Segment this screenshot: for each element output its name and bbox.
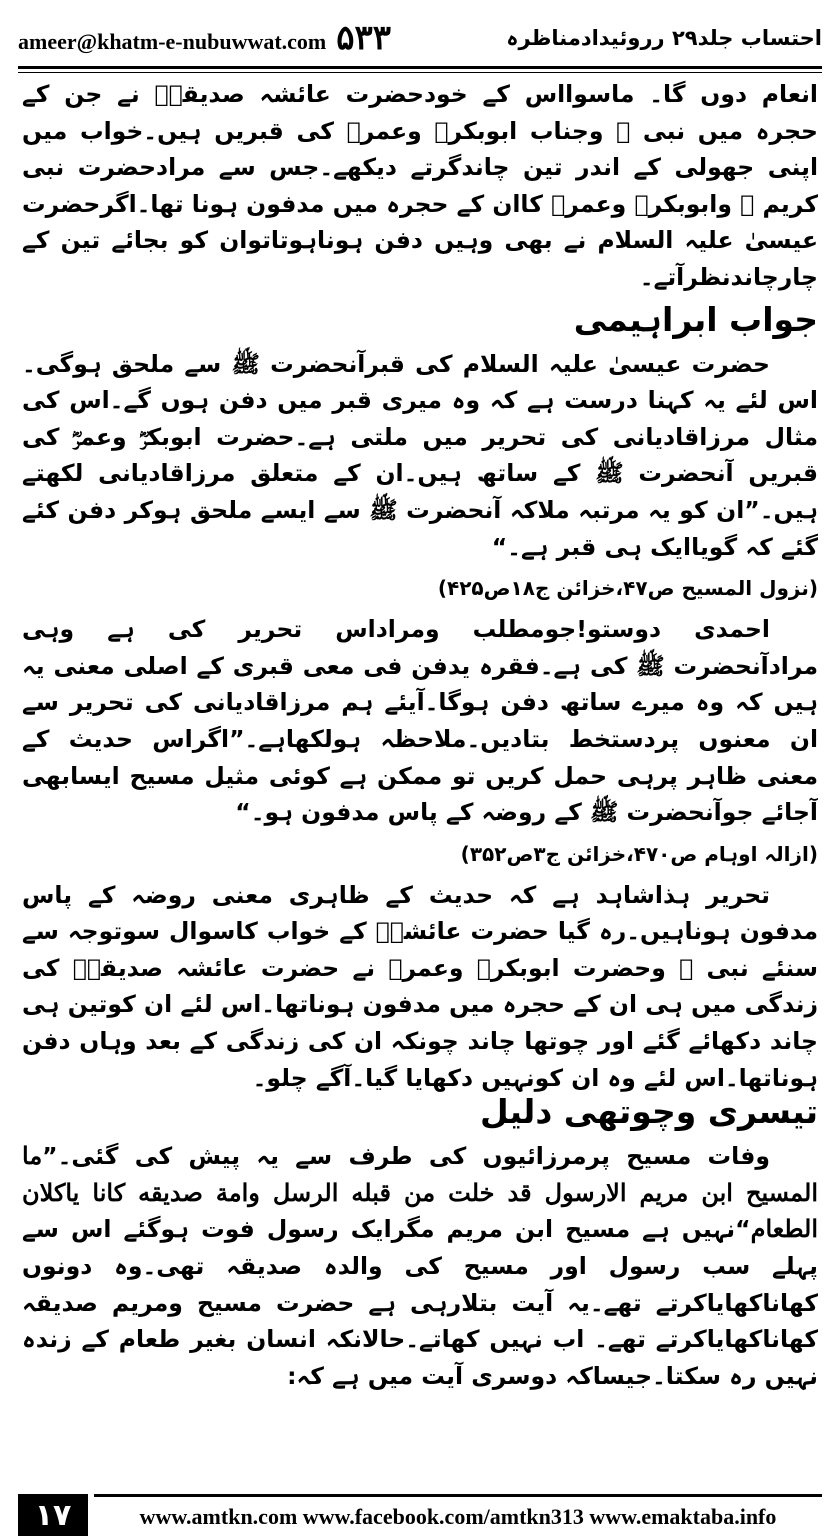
header-email: ameer@khatm-e-nubuwwat.com <box>18 29 327 54</box>
page-footer <box>18 1494 822 1536</box>
paragraph-2: حضرت عیسیٰ علیہ السلام کی قبرآنحضرت ﷺ سے ملحق ہوگی۔اس لئے یہ کہنا درست ہے کہ وہ میری قبر میں دفن ہوں گے۔اس کی مثال مرزاقادیانی کی تحریر میں ملتی ہے۔حضرت ابوبکرؓ وعمرؓ کی قبریں آنحضرت ﷺ کے ساتھ ہیں۔ان کے متعلق مرزاقادیانی لکھتے ہیں۔”ان کو یہ مرتبہ ملاکہ آنحضرت ﷺ سے ایسے ملحق ہوکر دفن کئے گئے کہ گویاایک ہی قبر ہے۔“ <box>22 349 818 561</box>
header-left <box>18 18 391 58</box>
sheet-number: ۱۷ <box>18 1494 88 1536</box>
paragraph-5-intro: وفات مسیح پرمرزائیوں کی طرف سے یہ پیش کی گئی۔” <box>42 1142 770 1171</box>
paragraph-4: تحریر ہذاشاہد ہے کہ حدیث کے ظاہری معنی روضہ کے پاس مدفون ہوناہیں۔رہ گیا حضرت عائشہؓ کے خواب کاسوال سوتوجہ سے سنئے نبی ﷺ وحضرت ابوبکرؓ وعمرؓ نے حضرت عائشہ صدیقہؓ کی زندگی میں ہی ان کے حجرہ میں مدفون ہوناتھا۔اس لئے ان کوتین ہی چاند دکھائے گئے اور چوتھا چاند چونکہ ان کی زندگی کے بعد وہاں دفن ہوناتھا۔اس لئے وہ ان کونہیں دکھایا گیا۔آگے چلو۔ <box>22 880 818 1092</box>
heading-third-fourth-argument: تیسری وچوتھی دلیل <box>480 1092 818 1132</box>
reference-1: (نزول المسیح ص۴۷،خزائن ج۱۸ص۴۲۵) <box>437 576 818 601</box>
paragraph-1: انعام دوں گا۔ ماسوااس کے خودحضرت عائشہ صدیقہؓ نے جن کے حجرہ میں نبی ﷺ وجناب ابوبکرؓ وعمرؓ کی قبریں ہیں۔خواب میں اپنی جھولی کے اندر تین چاندگرتے دیکھے۔جس سے مرادحضرت نبی کریم ﷺ وابوبکرؓ وعمرؓ کاان کے حجرہ میں مدفون ہونا تھا۔اگرحضرت عیسیٰ علیہ السلام نے بھی وہیں دفن ہوناہوتاتوان کو بجائے تین کے چارچاندنظرآتے۔ <box>22 80 818 291</box>
page-number: ۵۳۳ <box>336 20 392 57</box>
paragraph-3: احمدی دوستو!جومطلب ومراداس تحریر کی ہے وہی مرادآنحضرت ﷺ کی ہے۔فقرہ یدفن فی معی قبری کے اصلی معنی یہ ہیں کہ وہ میرے ساتھ دفن ہوگا۔آیئے ہم مرزاقادیانی کی تحریر سے ان معنوں پردستخط بتادیں۔ملاحظہ ہولکھاہے۔”اگراس حدیث کے معنی ظاہر پرہی حمل کریں تو ممکن ہے کوئی مثیل مسیح ایسابھی آجائے جوآنحضرت ﷺ کے روضہ کے پاس مدفون ہو۔“ <box>22 615 818 827</box>
page-body <box>22 76 818 1486</box>
header-rule <box>18 66 822 73</box>
book-title: احتساب جلد۲۹ رروئیدادمناظرہ <box>506 26 822 50</box>
footer-links: www.amtkn.com www.facebook.com/amtkn313 www.emaktaba.info <box>94 1494 822 1536</box>
heading-jawab-ibrahimi: جواب ابراہیمی <box>573 299 818 339</box>
reference-2: (ازالہ اوہام ص۴۷۰،خزائن ج۳ص۳۵۲) <box>460 841 818 866</box>
paragraph-5-rest: “نہیں ہے مسیح ابن مریم مگرایک رسول فوت ہوگئے اس سے پہلے سب رسول اور مسیح کی والدہ صدیقہ تھی۔وہ دونوں کھاناکھایاکرتے تھے۔یہ آیت بتلارہی ہے حضرت مسیح ومریم صدیقہ کھاناکھایاکرتے تھے۔ اب نہیں کھاتے۔حالانکہ انسان بغیر طعام کے زندہ نہیں رہ سکتا۔جیساکہ دوسری آیت میں ہے کہ: <box>22 1215 818 1390</box>
quran-verse: ما المسیح ابن مریم الارسول قد خلت من قبله الرسل وامة صدیقه کانا یاکلان الطعام <box>22 1141 818 1244</box>
paragraph-5 <box>22 1138 818 1394</box>
page-header <box>18 14 822 62</box>
